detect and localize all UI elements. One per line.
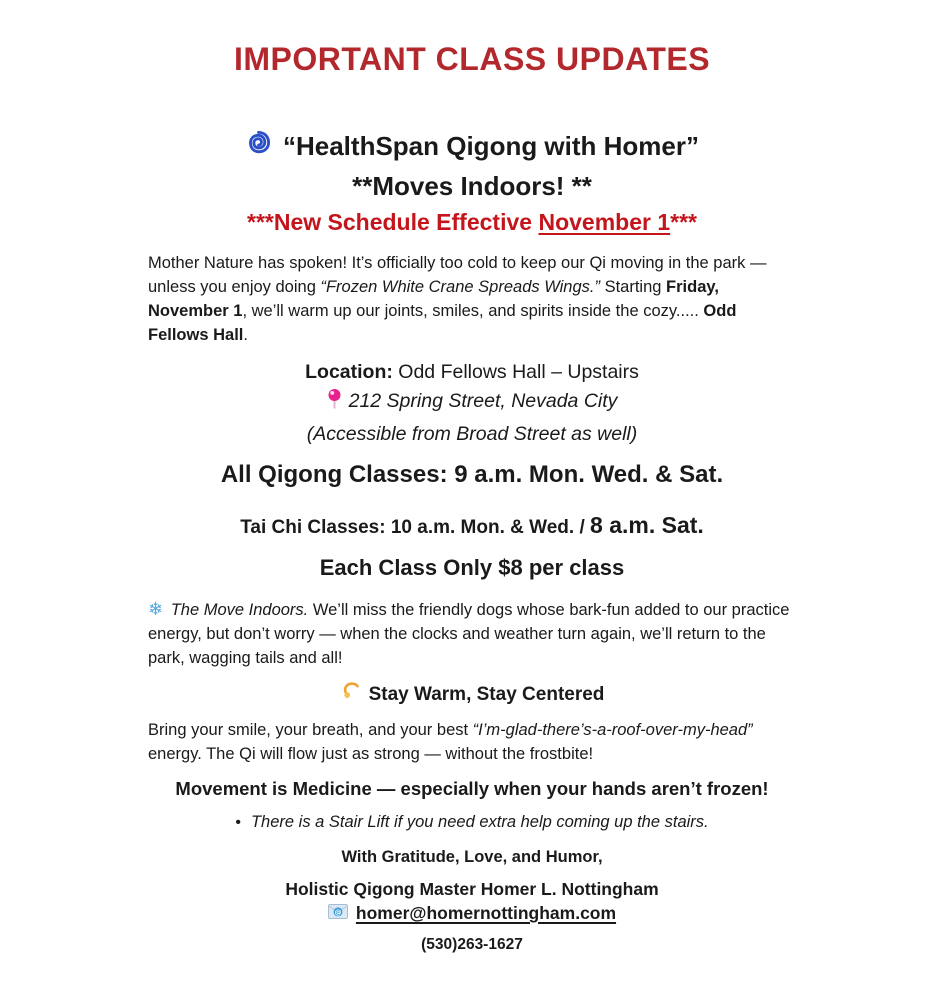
bring-text-2: energy. The Qi will flow just as strong — without the frostbite! <box>148 745 594 764</box>
stay-warm-heading <box>148 680 796 709</box>
new-schedule-heading <box>0 207 944 237</box>
intro-text-2: Starting <box>600 278 667 297</box>
taichi-saturday-time: 8 a.m. Sat. <box>590 512 704 539</box>
intro-text-4: . <box>243 326 248 345</box>
intro-paragraph <box>148 251 796 347</box>
round-pushpin-icon <box>327 388 342 420</box>
signature-gratitude: With Gratitude, Love, and Humor, <box>341 848 603 867</box>
location-venue: Odd Fellows Hall – Upstairs <box>392 361 639 384</box>
movement-medicine-line: Movement is Medicine — especially when your hands aren’t frozen! <box>175 778 769 800</box>
page-title: IMPORTANT CLASS UPDATES <box>233 41 711 77</box>
program-title: “HealthSpan Qigong with Homer” <box>282 131 699 162</box>
moves-indoors-heading: **Moves Indoors! ** <box>352 171 592 202</box>
intro-venue: Odd Fellows Hall <box>148 302 737 345</box>
program-heading <box>0 129 944 163</box>
bullet-icon: • <box>235 814 241 832</box>
stay-warm-text: Stay Warm, Stay Centered <box>368 683 605 705</box>
location-label: Location: <box>305 361 393 384</box>
schedule-heading-prefix: ***New Schedule Effective <box>247 209 539 236</box>
move-indoors-lead: The Move Indoors. <box>170 601 309 620</box>
effective-date: November 1 <box>538 209 671 236</box>
email-line <box>148 901 796 925</box>
intro-start-date: Friday, November 1 <box>148 278 719 321</box>
taichi-schedule-prefix: Tai Chi Classes: 10 a.m. Mon. & Wed. / <box>240 517 591 539</box>
location-block <box>148 358 796 449</box>
svg-text:@: @ <box>334 907 342 917</box>
stair-lift-note <box>148 810 796 835</box>
intro-italic-phrase: “Frozen White Crane Spreads Wings.” <box>320 278 600 297</box>
email-icon <box>328 901 348 925</box>
access-note: (Accessible from Broad Street as well) <box>306 423 638 446</box>
address-line <box>148 387 796 420</box>
intro-text-1: Mother Nature has spoken! It’s officially too cold to keep our Qi moving in the park — unless you enjoy doing <box>148 254 767 297</box>
location-line <box>148 358 796 387</box>
street-address: 212 Spring Street, Nevada City <box>348 390 618 413</box>
bring-paragraph <box>148 718 796 766</box>
price-line: Each Class Only $8 per class <box>319 555 625 581</box>
phone-number: (530)263-1627 <box>421 936 523 954</box>
qigong-schedule-line: All Qigong Classes: 9 a.m. Mon. Wed. & Sat. <box>220 461 724 489</box>
signature-name: Holistic Qigong Master Homer L. Nottingham <box>285 879 659 900</box>
move-indoors-paragraph <box>148 598 796 670</box>
stair-lift-text: There is a Stair Lift if you need extra help coming up the stairs. <box>250 813 709 832</box>
bring-text-1: Bring your smile, your breath, and your best <box>148 721 473 740</box>
intro-text-3: , we’ll warm up our joints, smiles, and spirits inside the cozy..... <box>242 302 704 321</box>
content-column <box>148 251 796 955</box>
move-indoors-body: We’ll miss the friendly dogs whose bark-fun added to our practice energy, but don’t worry — when the clocks and weather turn again, we’ll return to the park, wagging tails and all! <box>148 601 790 668</box>
bring-italic-phrase: “I’m-glad-there’s-a-roof-over-my-head” <box>472 721 753 740</box>
snowflake-icon: ❄ <box>148 599 164 621</box>
email-link[interactable]: homer@homernottingham.com <box>355 903 617 924</box>
taichi-schedule-line <box>148 511 796 542</box>
swirl-icon <box>340 680 361 709</box>
cyclone-icon <box>245 129 272 163</box>
schedule-heading-suffix: *** <box>670 209 697 236</box>
